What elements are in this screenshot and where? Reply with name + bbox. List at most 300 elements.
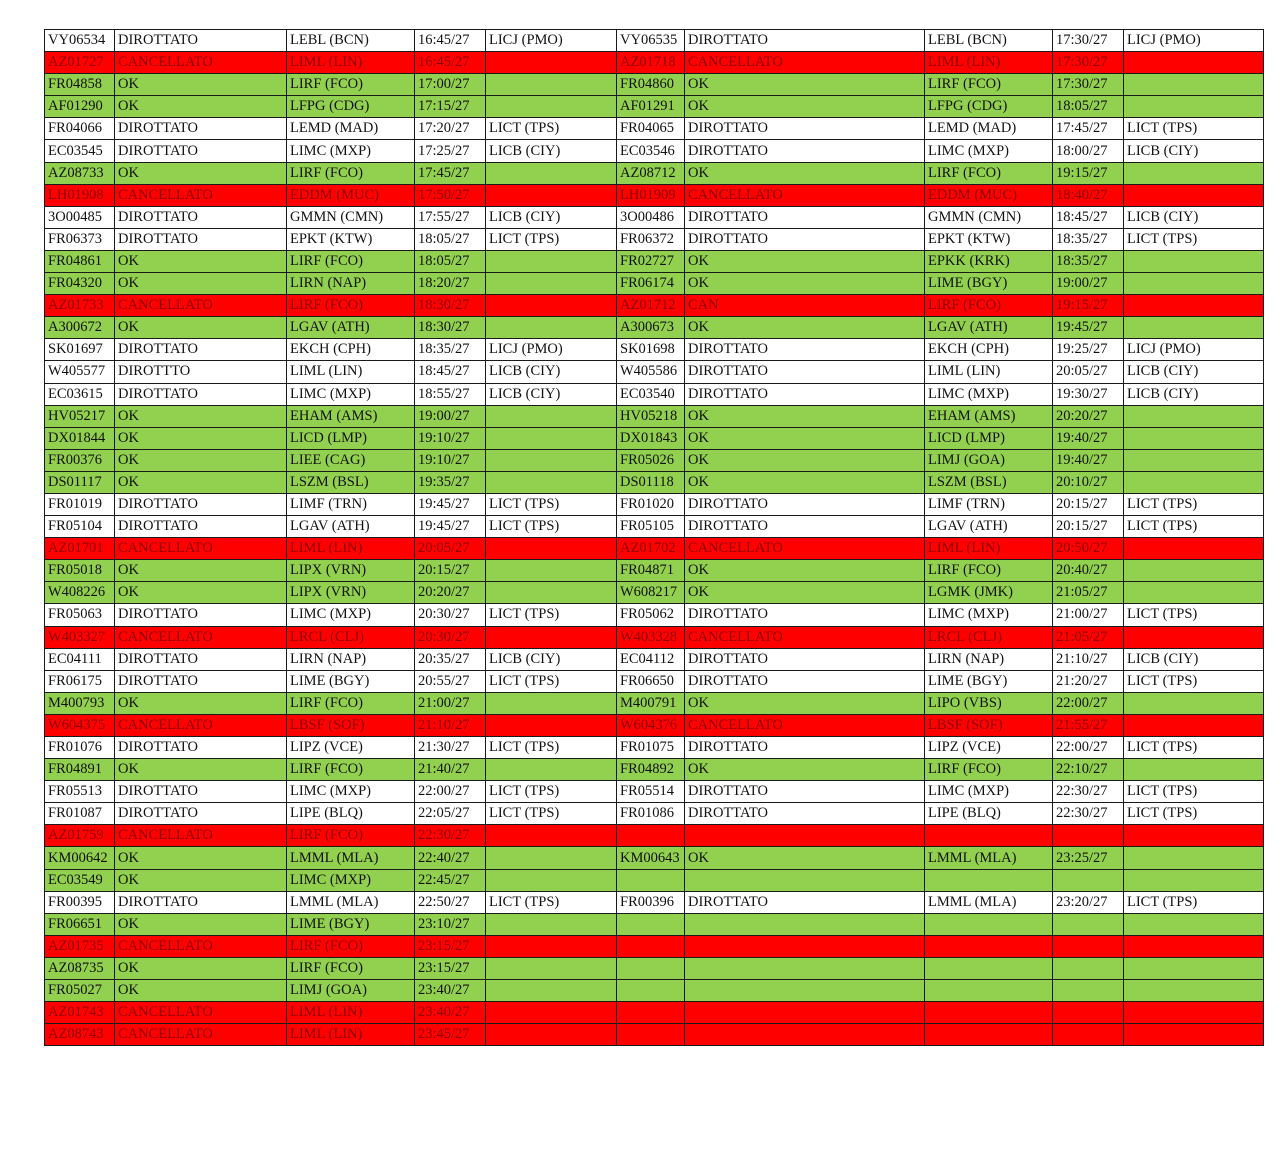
return-flight-code — [617, 957, 685, 979]
return-status: OK — [685, 847, 925, 869]
return-status: DIROTTATO — [685, 803, 925, 825]
return-status: OK — [685, 560, 925, 582]
return-airport — [925, 825, 1053, 847]
departure-status: DIROTTATO — [115, 228, 287, 250]
return-diversion — [1124, 449, 1264, 471]
flight-row — [45, 471, 1264, 493]
return-diversion — [1124, 560, 1264, 582]
return-time: 19:25/27 — [1053, 339, 1124, 361]
return-status: OK — [685, 692, 925, 714]
return-diversion — [1124, 582, 1264, 604]
departure-diversion — [486, 847, 617, 869]
return-flight-code — [617, 980, 685, 1002]
return-time: 21:55/27 — [1053, 714, 1124, 736]
departure-airport: EHAM (AMS) — [287, 405, 415, 427]
return-airport: LGAV (ATH) — [925, 317, 1053, 339]
departure-airport: LIRF (FCO) — [287, 162, 415, 184]
return-airport: LIMC (MXP) — [925, 604, 1053, 626]
departure-diversion — [486, 162, 617, 184]
return-time: 21:05/27 — [1053, 626, 1124, 648]
flight-row — [45, 604, 1264, 626]
departure-airport: LIPE (BLQ) — [287, 803, 415, 825]
return-flight-code: AZ01718 — [617, 52, 685, 74]
return-diversion — [1124, 184, 1264, 206]
flight-row — [45, 913, 1264, 935]
return-airport: LIMJ (GOA) — [925, 449, 1053, 471]
departure-status: OK — [115, 250, 287, 272]
return-time: 23:25/27 — [1053, 847, 1124, 869]
return-diversion — [1124, 714, 1264, 736]
return-airport: LIRF (FCO) — [925, 295, 1053, 317]
return-flight-code: SK01698 — [617, 339, 685, 361]
flight-row — [45, 980, 1264, 1002]
departure-airport: LIRF (FCO) — [287, 250, 415, 272]
flight-row — [45, 449, 1264, 471]
return-time: 19:45/27 — [1053, 317, 1124, 339]
departure-time: 17:15/27 — [415, 96, 486, 118]
flight-row — [45, 847, 1264, 869]
return-airport — [925, 1024, 1053, 1046]
flight-row — [45, 295, 1264, 317]
flight-row — [45, 737, 1264, 759]
return-flight-code: FR05514 — [617, 781, 685, 803]
return-diversion: LICT (TPS) — [1124, 228, 1264, 250]
flight-row — [45, 140, 1264, 162]
return-time — [1053, 935, 1124, 957]
departure-status: DIROTTATO — [115, 118, 287, 140]
return-airport: LMML (MLA) — [925, 847, 1053, 869]
return-status: OK — [685, 405, 925, 427]
departure-flight-code: FR05513 — [45, 781, 115, 803]
departure-time: 18:05/27 — [415, 250, 486, 272]
departure-flight-code: A300672 — [45, 317, 115, 339]
departure-flight-code: FR01087 — [45, 803, 115, 825]
return-status: DIROTTATO — [685, 493, 925, 515]
return-flight-code: FR04892 — [617, 759, 685, 781]
departure-flight-code: KM00642 — [45, 847, 115, 869]
return-diversion: LICJ (PMO) — [1124, 30, 1264, 52]
return-diversion — [1124, 471, 1264, 493]
return-airport: LIPE (BLQ) — [925, 803, 1053, 825]
departure-flight-code: EC04111 — [45, 648, 115, 670]
return-airport — [925, 869, 1053, 891]
return-time — [1053, 825, 1124, 847]
departure-time: 21:40/27 — [415, 759, 486, 781]
departure-time: 19:45/27 — [415, 493, 486, 515]
departure-status: OK — [115, 74, 287, 96]
departure-flight-code: FR05018 — [45, 560, 115, 582]
return-status: DIROTTATO — [685, 206, 925, 228]
departure-status: CANCELLATO — [115, 184, 287, 206]
return-time — [1053, 957, 1124, 979]
flight-row — [45, 184, 1264, 206]
return-airport: LIMF (TRN) — [925, 493, 1053, 515]
departure-time: 16:45/27 — [415, 30, 486, 52]
departure-status: OK — [115, 980, 287, 1002]
departure-status: OK — [115, 759, 287, 781]
departure-diversion: LICB (CIY) — [486, 140, 617, 162]
return-diversion — [1124, 96, 1264, 118]
departure-diversion — [486, 471, 617, 493]
departure-diversion — [486, 913, 617, 935]
return-flight-code: AZ01712 — [617, 295, 685, 317]
flight-row — [45, 957, 1264, 979]
flight-row — [45, 228, 1264, 250]
return-diversion: LICB (CIY) — [1124, 648, 1264, 670]
return-airport — [925, 957, 1053, 979]
return-status: DIROTTATO — [685, 361, 925, 383]
return-time: 20:15/27 — [1053, 493, 1124, 515]
return-diversion — [1124, 759, 1264, 781]
flight-row — [45, 781, 1264, 803]
departure-status: DIROTTATO — [115, 30, 287, 52]
flight-row — [45, 250, 1264, 272]
departure-airport: LIME (BGY) — [287, 670, 415, 692]
return-time: 17:45/27 — [1053, 118, 1124, 140]
return-status: OK — [685, 162, 925, 184]
return-diversion: LICB (CIY) — [1124, 140, 1264, 162]
departure-airport: LIRF (FCO) — [287, 935, 415, 957]
return-airport: EKCH (CPH) — [925, 339, 1053, 361]
departure-diversion — [486, 317, 617, 339]
return-airport — [925, 1002, 1053, 1024]
flight-status-document — [44, 29, 1264, 1046]
departure-airport: EDDM (MUC) — [287, 184, 415, 206]
departure-time: 20:15/27 — [415, 560, 486, 582]
departure-status: DIROTTATO — [115, 648, 287, 670]
return-time — [1053, 913, 1124, 935]
return-time: 18:45/27 — [1053, 206, 1124, 228]
departure-airport: LEBL (BCN) — [287, 30, 415, 52]
departure-flight-code: AZ08743 — [45, 1024, 115, 1046]
return-diversion — [1124, 405, 1264, 427]
departure-time: 17:25/27 — [415, 140, 486, 162]
departure-status: OK — [115, 96, 287, 118]
return-flight-code: W604376 — [617, 714, 685, 736]
flight-row — [45, 869, 1264, 891]
departure-diversion — [486, 825, 617, 847]
return-status: OK — [685, 250, 925, 272]
flight-row — [45, 206, 1264, 228]
departure-flight-code: W604375 — [45, 714, 115, 736]
departure-flight-code: DX01844 — [45, 427, 115, 449]
departure-diversion — [486, 449, 617, 471]
departure-flight-code: DS01117 — [45, 471, 115, 493]
departure-flight-code: FR05104 — [45, 516, 115, 538]
departure-airport: LSZM (BSL) — [287, 471, 415, 493]
departure-status: CANCELLATO — [115, 538, 287, 560]
departure-time: 20:30/27 — [415, 626, 486, 648]
return-time: 23:20/27 — [1053, 891, 1124, 913]
flight-row — [45, 935, 1264, 957]
departure-flight-code: FR01019 — [45, 493, 115, 515]
departure-flight-code: AZ01733 — [45, 295, 115, 317]
departure-time: 22:30/27 — [415, 825, 486, 847]
return-time: 17:30/27 — [1053, 74, 1124, 96]
departure-time: 18:45/27 — [415, 361, 486, 383]
departure-time: 20:55/27 — [415, 670, 486, 692]
departure-diversion: LICT (TPS) — [486, 737, 617, 759]
return-status: CANCELLATO — [685, 626, 925, 648]
return-diversion — [1124, 957, 1264, 979]
return-airport — [925, 913, 1053, 935]
return-time — [1053, 980, 1124, 1002]
return-status: CANCELLATO — [685, 184, 925, 206]
departure-time: 20:30/27 — [415, 604, 486, 626]
return-time: 20:10/27 — [1053, 471, 1124, 493]
return-diversion: LICT (TPS) — [1124, 891, 1264, 913]
departure-airport: LIMC (MXP) — [287, 140, 415, 162]
return-flight-code — [617, 1002, 685, 1024]
return-airport: LIME (BGY) — [925, 273, 1053, 295]
return-time: 20:15/27 — [1053, 516, 1124, 538]
return-time — [1053, 869, 1124, 891]
return-status: CAN — [685, 295, 925, 317]
departure-airport: LIME (BGY) — [287, 913, 415, 935]
departure-flight-code: FR00376 — [45, 449, 115, 471]
return-status: DIROTTATO — [685, 670, 925, 692]
departure-airport: GMMN (CMN) — [287, 206, 415, 228]
departure-flight-code: FR06175 — [45, 670, 115, 692]
departure-flight-code: FR05027 — [45, 980, 115, 1002]
return-time: 20:40/27 — [1053, 560, 1124, 582]
return-flight-code: EC03546 — [617, 140, 685, 162]
return-diversion — [1124, 869, 1264, 891]
flight-row — [45, 30, 1264, 52]
departure-status: CANCELLATO — [115, 1002, 287, 1024]
flight-row — [45, 825, 1264, 847]
departure-diversion — [486, 980, 617, 1002]
return-flight-code: FR01075 — [617, 737, 685, 759]
return-flight-code: FR06650 — [617, 670, 685, 692]
return-flight-code: DS01118 — [617, 471, 685, 493]
departure-airport: LIMC (MXP) — [287, 781, 415, 803]
return-diversion — [1124, 317, 1264, 339]
departure-airport: LIRF (FCO) — [287, 295, 415, 317]
departure-diversion: LICJ (PMO) — [486, 30, 617, 52]
return-flight-code: HV05218 — [617, 405, 685, 427]
return-diversion — [1124, 626, 1264, 648]
departure-diversion — [486, 759, 617, 781]
departure-airport: EPKT (KTW) — [287, 228, 415, 250]
departure-time: 18:30/27 — [415, 295, 486, 317]
departure-flight-code: W408226 — [45, 582, 115, 604]
return-status: DIROTTATO — [685, 30, 925, 52]
departure-diversion: LICT (TPS) — [486, 803, 617, 825]
return-flight-code: FR02727 — [617, 250, 685, 272]
departure-flight-code: AZ01727 — [45, 52, 115, 74]
return-airport: LEMD (MAD) — [925, 118, 1053, 140]
flight-row — [45, 96, 1264, 118]
departure-status: CANCELLATO — [115, 1024, 287, 1046]
departure-diversion — [486, 1024, 617, 1046]
return-status: OK — [685, 317, 925, 339]
return-airport: LIMC (MXP) — [925, 781, 1053, 803]
flight-row — [45, 626, 1264, 648]
departure-status: DIROTTATO — [115, 140, 287, 162]
departure-time: 16:45/27 — [415, 52, 486, 74]
departure-status: DIROTTTO — [115, 361, 287, 383]
return-flight-code: FR00396 — [617, 891, 685, 913]
flight-row — [45, 339, 1264, 361]
return-status: DIROTTATO — [685, 648, 925, 670]
departure-status: OK — [115, 847, 287, 869]
departure-time: 19:10/27 — [415, 449, 486, 471]
return-time: 19:30/27 — [1053, 383, 1124, 405]
return-diversion — [1124, 427, 1264, 449]
return-airport: LMML (MLA) — [925, 891, 1053, 913]
departure-status: OK — [115, 913, 287, 935]
departure-status: OK — [115, 162, 287, 184]
flight-row — [45, 427, 1264, 449]
flight-row — [45, 361, 1264, 383]
return-airport: LIRN (NAP) — [925, 648, 1053, 670]
departure-diversion: LICT (TPS) — [486, 604, 617, 626]
return-flight-code — [617, 1024, 685, 1046]
departure-time: 22:05/27 — [415, 803, 486, 825]
return-status: DIROTTATO — [685, 118, 925, 140]
return-airport: EDDM (MUC) — [925, 184, 1053, 206]
departure-flight-code: AF01290 — [45, 96, 115, 118]
flight-row — [45, 273, 1264, 295]
departure-time: 23:10/27 — [415, 913, 486, 935]
departure-airport: LIPZ (VCE) — [287, 737, 415, 759]
departure-diversion — [486, 52, 617, 74]
departure-diversion — [486, 96, 617, 118]
return-flight-code — [617, 869, 685, 891]
departure-airport: LIPX (VRN) — [287, 560, 415, 582]
departure-status: DIROTTATO — [115, 206, 287, 228]
departure-airport: LGAV (ATH) — [287, 516, 415, 538]
return-status — [685, 980, 925, 1002]
departure-diversion: LICT (TPS) — [486, 118, 617, 140]
departure-flight-code: FR06651 — [45, 913, 115, 935]
return-airport: EHAM (AMS) — [925, 405, 1053, 427]
return-time: 21:20/27 — [1053, 670, 1124, 692]
return-airport: LIML (LIN) — [925, 538, 1053, 560]
departure-time: 20:20/27 — [415, 582, 486, 604]
return-time — [1053, 1002, 1124, 1024]
departure-time: 17:45/27 — [415, 162, 486, 184]
return-diversion — [1124, 1024, 1264, 1046]
return-airport: LIRF (FCO) — [925, 74, 1053, 96]
departure-flight-code: AZ01743 — [45, 1002, 115, 1024]
departure-flight-code: FR06373 — [45, 228, 115, 250]
departure-airport: LGAV (ATH) — [287, 317, 415, 339]
return-flight-code: VY06535 — [617, 30, 685, 52]
return-status — [685, 957, 925, 979]
return-airport: LIME (BGY) — [925, 670, 1053, 692]
return-diversion — [1124, 980, 1264, 1002]
departure-diversion — [486, 405, 617, 427]
flight-row — [45, 670, 1264, 692]
return-diversion — [1124, 250, 1264, 272]
return-diversion — [1124, 273, 1264, 295]
return-diversion: LICB (CIY) — [1124, 383, 1264, 405]
flight-row — [45, 759, 1264, 781]
departure-airport: LFPG (CDG) — [287, 96, 415, 118]
departure-flight-code: SK01697 — [45, 339, 115, 361]
departure-time: 23:45/27 — [415, 1024, 486, 1046]
flight-row — [45, 803, 1264, 825]
return-diversion: LICT (TPS) — [1124, 493, 1264, 515]
return-time: 21:00/27 — [1053, 604, 1124, 626]
departure-diversion — [486, 74, 617, 96]
return-diversion: LICT (TPS) — [1124, 118, 1264, 140]
return-time: 18:40/27 — [1053, 184, 1124, 206]
flight-row — [45, 582, 1264, 604]
departure-time: 22:45/27 — [415, 869, 486, 891]
return-airport: EPKT (KTW) — [925, 228, 1053, 250]
flight-row — [45, 560, 1264, 582]
departure-time: 22:40/27 — [415, 847, 486, 869]
departure-airport: LIML (LIN) — [287, 361, 415, 383]
departure-status: DIROTTATO — [115, 803, 287, 825]
return-flight-code: FR04860 — [617, 74, 685, 96]
departure-status: DIROTTATO — [115, 339, 287, 361]
departure-status: OK — [115, 869, 287, 891]
departure-airport: LIPX (VRN) — [287, 582, 415, 604]
departure-status: OK — [115, 957, 287, 979]
departure-flight-code: FR04858 — [45, 74, 115, 96]
return-time: 18:35/27 — [1053, 250, 1124, 272]
departure-status: CANCELLATO — [115, 935, 287, 957]
return-diversion — [1124, 74, 1264, 96]
return-time: 19:00/27 — [1053, 273, 1124, 295]
return-flight-code: M400791 — [617, 692, 685, 714]
return-diversion — [1124, 913, 1264, 935]
return-airport: LICD (LMP) — [925, 427, 1053, 449]
flight-row — [45, 1002, 1264, 1024]
return-time — [1053, 1024, 1124, 1046]
return-diversion: LICJ (PMO) — [1124, 339, 1264, 361]
flight-row — [45, 493, 1264, 515]
departure-diversion — [486, 427, 617, 449]
flight-row — [45, 538, 1264, 560]
departure-status: CANCELLATO — [115, 626, 287, 648]
return-time: 18:00/27 — [1053, 140, 1124, 162]
departure-status: OK — [115, 273, 287, 295]
return-airport: LIRF (FCO) — [925, 560, 1053, 582]
departure-flight-code: EC03615 — [45, 383, 115, 405]
departure-diversion: LICT (TPS) — [486, 891, 617, 913]
return-time: 18:35/27 — [1053, 228, 1124, 250]
return-time: 21:10/27 — [1053, 648, 1124, 670]
departure-airport: LIRF (FCO) — [287, 957, 415, 979]
return-status: OK — [685, 759, 925, 781]
return-airport: LIMC (MXP) — [925, 383, 1053, 405]
return-airport: LGMK (JMK) — [925, 582, 1053, 604]
return-airport: LEBL (BCN) — [925, 30, 1053, 52]
return-status: CANCELLATO — [685, 714, 925, 736]
return-status: DIROTTATO — [685, 383, 925, 405]
return-airport: LRCL (CLJ) — [925, 626, 1053, 648]
return-status: DIROTTATO — [685, 516, 925, 538]
return-flight-code: FR04871 — [617, 560, 685, 582]
departure-status: OK — [115, 317, 287, 339]
return-time: 17:30/27 — [1053, 52, 1124, 74]
return-status: OK — [685, 273, 925, 295]
return-airport: LGAV (ATH) — [925, 516, 1053, 538]
return-flight-code: AZ08712 — [617, 162, 685, 184]
departure-flight-code: AZ01735 — [45, 935, 115, 957]
departure-time: 19:00/27 — [415, 405, 486, 427]
departure-time: 17:50/27 — [415, 184, 486, 206]
departure-time: 21:30/27 — [415, 737, 486, 759]
return-time: 18:05/27 — [1053, 96, 1124, 118]
departure-airport: LIRF (FCO) — [287, 692, 415, 714]
departure-flight-code: FR00395 — [45, 891, 115, 913]
